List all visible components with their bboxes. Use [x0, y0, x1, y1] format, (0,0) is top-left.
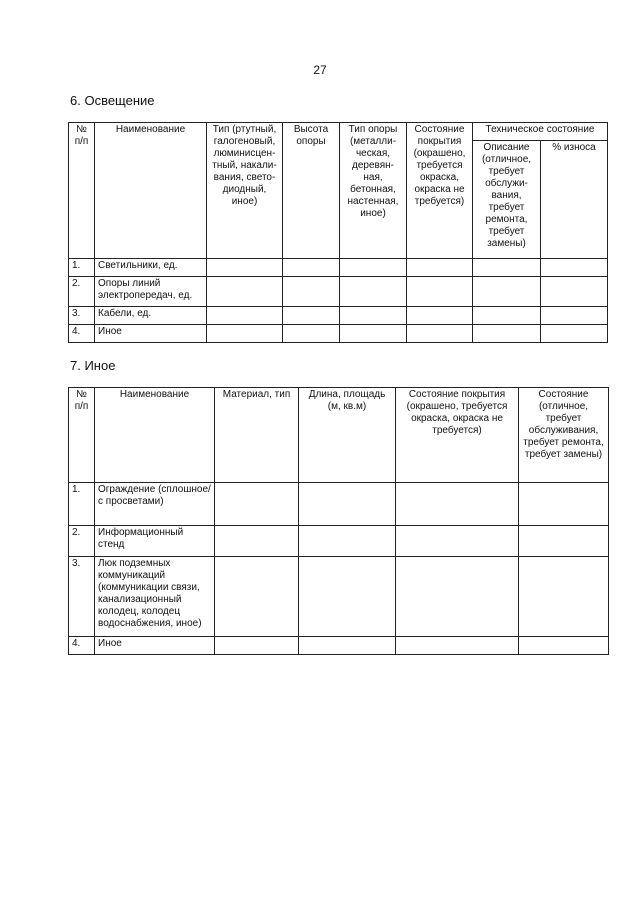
row-name: Люк подземных коммуникаций (коммуникации связи, канализационный колодец, колодец водоснабжения, иное) — [95, 557, 215, 637]
table-row — [69, 526, 609, 557]
row-num: 3. — [69, 307, 95, 325]
row-num: 2. — [69, 526, 95, 557]
table-row — [69, 557, 609, 637]
table-row — [69, 277, 608, 307]
header-num: № п/п — [69, 123, 95, 259]
header-pole-type: Тип опоры (металли-ческая, деревян-ная, бетонная, настенная, иное) — [340, 123, 407, 259]
row-num: 2. — [69, 277, 95, 307]
row-name: Информационный стенд — [95, 526, 215, 557]
header-description: Описание (отличное, требует обслужи-вания, требует ремонта, требует замены) — [473, 141, 541, 259]
header-name: Наименование — [95, 123, 207, 259]
row-num: 1. — [69, 483, 95, 526]
header-num: № п/п — [69, 388, 95, 483]
table-row — [69, 483, 609, 526]
row-name: Светильники, ед. — [95, 259, 207, 277]
header-tech-state: Техническое состояние — [473, 123, 608, 141]
row-name: Кабели, ед. — [95, 307, 207, 325]
header-lamp-type: Тип (ртутный, галогеновый, люминисцен-тный, накали-вания, свето-диодный, иное) — [207, 123, 283, 259]
table-row — [69, 259, 608, 277]
header-name: Наименование — [95, 388, 215, 483]
header-length-area: Длина, площадь (м, кв.м) — [299, 388, 396, 483]
table-row — [69, 325, 608, 343]
row-num: 4. — [69, 637, 95, 655]
row-num: 1. — [69, 259, 95, 277]
header-wear: % износа — [541, 141, 608, 259]
lighting-table — [68, 122, 608, 343]
row-name: Иное — [95, 637, 215, 655]
header-material: Материал, тип — [215, 388, 299, 483]
section-7-title: 7. Иное — [70, 358, 116, 373]
header-state: Состояние (отличное, требует обслуживания, требует ремонта, требует замены) — [519, 388, 609, 483]
section-6-title: 6. Освещение — [70, 93, 155, 108]
row-name: Иное — [95, 325, 207, 343]
row-name: Ограждение (сплошное/ с просветами) — [95, 483, 215, 526]
other-table — [68, 387, 609, 655]
row-num: 4. — [69, 325, 95, 343]
row-name: Опоры линий электропередач, ед. — [95, 277, 207, 307]
page-number: 27 — [313, 63, 327, 77]
table-row — [69, 637, 609, 655]
header-pole-height: Высота опоры — [283, 123, 340, 259]
row-num: 3. — [69, 557, 95, 637]
header-coating: Состояние покрытия (окрашено, требуется окраска, окраска не требуется) — [407, 123, 473, 259]
table-row — [69, 307, 608, 325]
header-coating: Состояние покрытия (окрашено, требуется окраска, окраска не требуется) — [396, 388, 519, 483]
